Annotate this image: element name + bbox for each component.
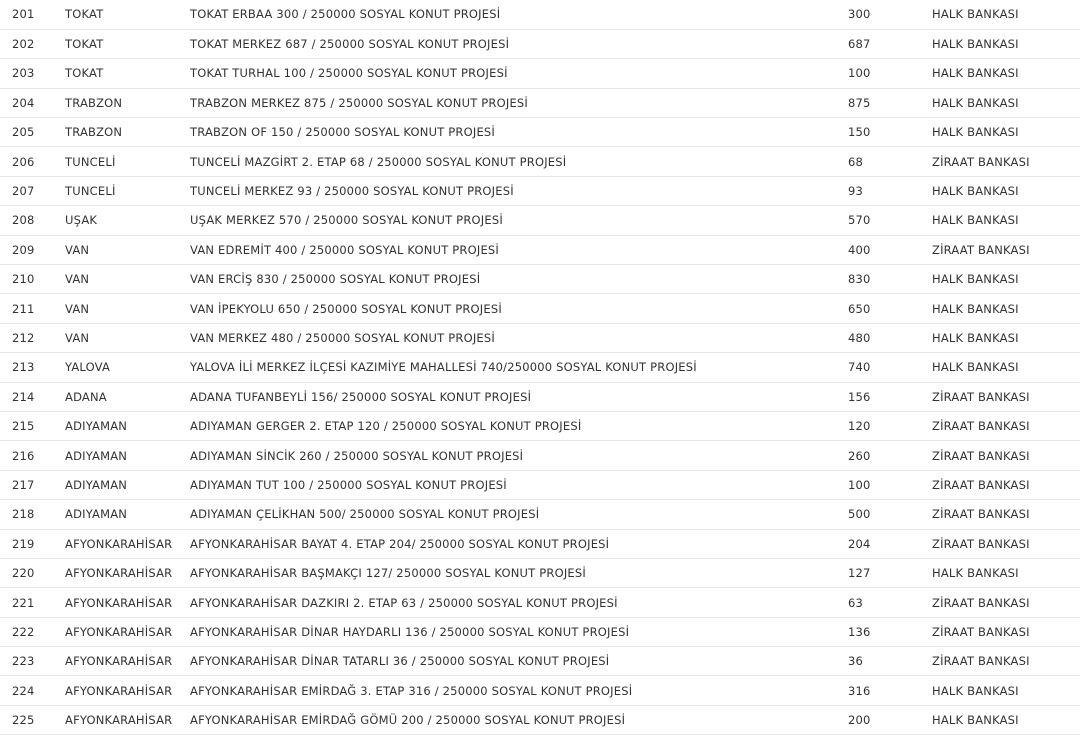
project-name-cell: TOKAT ERBAA 300 / 250000 SOSYAL KONUT PROJESİ [190,7,501,22]
table-row [0,0,1080,29]
row-number: 210 [12,272,35,287]
city-cell: TOKAT [65,66,104,81]
row-number: 206 [12,154,35,169]
city-cell: VAN [65,301,90,316]
city-cell: AFYONKARAHİSAR [65,566,173,581]
table-row [0,176,1080,205]
row-number: 208 [12,213,35,228]
row-number: 214 [12,389,35,404]
project-name-cell: TRABZON MERKEZ 875 / 250000 SOSYAL KONUT PROJESİ [190,95,529,110]
housing-count-cell: 36 [848,654,864,669]
city-cell: ADANA [65,389,107,404]
bank-cell: ZİRAAT BANKASI [932,154,1030,169]
housing-count-cell: 200 [848,713,871,728]
row-number: 203 [12,66,35,81]
project-name-cell: ADANA TUFANBEYLİ 156/ 250000 SOSYAL KONUT PROJESİ [190,389,532,404]
row-number: 220 [12,566,35,581]
city-cell: YALOVA [65,360,111,375]
project-name-cell: AFYONKARAHİSAR BAŞMAKÇI 127/ 250000 SOSYAL KONUT PROJESİ [190,566,586,581]
row-number: 216 [12,448,35,463]
city-cell: TRABZON [65,125,123,140]
table-row [0,529,1080,558]
row-number: 219 [12,536,35,551]
housing-count-cell: 156 [848,389,871,404]
row-number: 222 [12,624,35,639]
city-cell: TRABZON [65,95,123,110]
row-number: 202 [12,37,35,52]
table-row [0,323,1080,352]
housing-count-cell: 687 [848,37,871,52]
bank-cell: HALK BANKASI [932,683,1019,698]
housing-count-cell: 136 [848,624,871,639]
table-row [0,441,1080,470]
bank-cell: ZİRAAT BANKASI [932,477,1030,492]
bank-cell: ZİRAAT BANKASI [932,419,1030,434]
project-name-cell: VAN ERCİŞ 830 / 250000 SOSYAL KONUT PROJESİ [190,272,481,287]
row-number: 223 [12,654,35,669]
bank-cell: HALK BANKASI [932,566,1019,581]
row-number: 224 [12,683,35,698]
table-row [0,676,1080,705]
city-cell: ADIYAMAN [65,477,128,492]
row-number: 212 [12,330,35,345]
city-cell: AFYONKARAHİSAR [65,595,173,610]
housing-count-cell: 204 [848,536,871,551]
table-row [0,500,1080,529]
table-row [0,29,1080,58]
table-row [0,617,1080,646]
row-number: 205 [12,125,35,140]
project-name-cell: VAN İPEKYOLU 650 / 250000 SOSYAL KONUT PROJESİ [190,301,502,316]
bank-cell: HALK BANKASI [932,37,1019,52]
housing-count-cell: 100 [848,477,871,492]
housing-count-cell: 740 [848,360,871,375]
project-name-cell: TUNCELİ MERKEZ 93 / 250000 SOSYAL KONUT PROJESİ [190,184,514,199]
city-cell: TUNCELİ [65,154,116,169]
project-name-cell: ADIYAMAN SİNCİK 260 / 250000 SOSYAL KONUT PROJESİ [190,448,524,463]
row-number: 204 [12,95,35,110]
city-cell: VAN [65,330,90,345]
housing-count-cell: 400 [848,242,871,257]
bank-cell: ZİRAAT BANKASI [932,536,1030,551]
bank-cell: ZİRAAT BANKASI [932,448,1030,463]
city-cell: ADIYAMAN [65,507,128,522]
bank-cell: HALK BANKASI [932,125,1019,140]
housing-count-cell: 300 [848,7,871,22]
housing-count-cell: 150 [848,125,871,140]
project-name-cell: AFYONKARAHİSAR EMİRDAĞ 3. ETAP 316 / 250000 SOSYAL KONUT PROJESİ [190,683,633,698]
bank-cell: HALK BANKASI [932,7,1019,22]
table-row [0,235,1080,264]
project-name-cell: AFYONKARAHİSAR DİNAR HAYDARLI 136 / 250000 SOSYAL KONUT PROJESİ [190,624,630,639]
housing-count-cell: 120 [848,419,871,434]
housing-count-cell: 500 [848,507,871,522]
row-number: 215 [12,419,35,434]
project-name-cell: UŞAK MERKEZ 570 / 250000 SOSYAL KONUT PROJESİ [190,213,503,228]
housing-count-cell: 650 [848,301,871,316]
project-name-cell: ADIYAMAN TUT 100 / 250000 SOSYAL KONUT PROJESİ [190,477,507,492]
project-name-cell: AFYONKARAHİSAR BAYAT 4. ETAP 204/ 250000 SOSYAL KONUT PROJESİ [190,536,610,551]
project-name-cell: ADIYAMAN GERGER 2. ETAP 120 / 250000 SOSYAL KONUT PROJESİ [190,419,582,434]
table-row [0,294,1080,323]
city-cell: AFYONKARAHİSAR [65,624,173,639]
table-row [0,705,1080,734]
housing-count-cell: 316 [848,683,871,698]
city-cell: UŞAK [65,213,98,228]
bank-cell: HALK BANKASI [932,301,1019,316]
bank-cell: ZİRAAT BANKASI [932,507,1030,522]
project-name-cell: TRABZON OF 150 / 250000 SOSYAL KONUT PROJESİ [190,125,496,140]
row-number: 201 [12,7,35,22]
housing-count-cell: 93 [848,184,864,199]
housing-count-cell: 260 [848,448,871,463]
housing-count-cell: 63 [848,595,864,610]
row-number: 217 [12,477,35,492]
housing-count-cell: 875 [848,95,871,110]
housing-count-cell: 830 [848,272,871,287]
bank-cell: ZİRAAT BANKASI [932,654,1030,669]
city-cell: AFYONKARAHİSAR [65,713,173,728]
project-name-cell: TUNCELİ MAZGİRT 2. ETAP 68 / 250000 SOSYAL KONUT PROJESİ [190,154,567,169]
bank-cell: HALK BANKASI [932,272,1019,287]
city-cell: AFYONKARAHİSAR [65,654,173,669]
bank-cell: ZİRAAT BANKASI [932,389,1030,404]
table-row [0,470,1080,499]
row-number: 225 [12,713,35,728]
table-row [0,118,1080,147]
table-row [0,588,1080,617]
table-row [0,382,1080,411]
table-row [0,647,1080,676]
row-number: 207 [12,184,35,199]
bank-cell: HALK BANKASI [932,360,1019,375]
city-cell: ADIYAMAN [65,448,128,463]
table-row [0,265,1080,294]
housing-count-cell: 570 [848,213,871,228]
housing-count-cell: 68 [848,154,864,169]
row-number: 213 [12,360,35,375]
table-row [0,558,1080,587]
city-cell: VAN [65,242,90,257]
project-name-cell: AFYONKARAHİSAR DİNAR TATARLI 36 / 250000 SOSYAL KONUT PROJESİ [190,654,610,669]
project-name-cell: ADIYAMAN ÇELİKHAN 500/ 250000 SOSYAL KONUT PROJESİ [190,507,540,522]
bank-cell: HALK BANKASI [932,330,1019,345]
bank-cell: HALK BANKASI [932,66,1019,81]
project-name-cell: TOKAT MERKEZ 687 / 250000 SOSYAL KONUT PROJESİ [190,37,510,52]
table-row [0,147,1080,176]
row-number: 218 [12,507,35,522]
city-cell: TUNCELİ [65,184,116,199]
project-name-cell: AFYONKARAHİSAR EMİRDAĞ GÖMÜ 200 / 250000 SOSYAL KONUT PROJESİ [190,713,626,728]
table-row [0,411,1080,440]
table-row [0,206,1080,235]
housing-count-cell: 480 [848,330,871,345]
city-cell: ADIYAMAN [65,419,128,434]
project-name-cell: TOKAT TURHAL 100 / 250000 SOSYAL KONUT PROJESİ [190,66,508,81]
project-name-cell: YALOVA İLİ MERKEZ İLÇESİ KAZIMİYE MAHALLESİ 740/250000 SOSYAL KONUT PROJESİ [190,360,697,375]
bank-cell: ZİRAAT BANKASI [932,595,1030,610]
project-name-cell: VAN MERKEZ 480 / 250000 SOSYAL KONUT PROJESİ [190,330,495,345]
housing-count-cell: 100 [848,66,871,81]
city-cell: TOKAT [65,7,104,22]
table-row [0,88,1080,117]
row-number: 221 [12,595,35,610]
bank-cell: HALK BANKASI [932,184,1019,199]
city-cell: TOKAT [65,37,104,52]
bank-cell: HALK BANKASI [932,213,1019,228]
bank-cell: HALK BANKASI [932,95,1019,110]
table-row [0,59,1080,88]
table-row [0,353,1080,382]
bank-cell: ZİRAAT BANKASI [932,624,1030,639]
project-name-cell: AFYONKARAHİSAR DAZKIRI 2. ETAP 63 / 250000 SOSYAL KONUT PROJESİ [190,595,618,610]
housing-count-cell: 127 [848,566,871,581]
bank-cell: HALK BANKASI [932,713,1019,728]
city-cell: AFYONKARAHİSAR [65,536,173,551]
row-number: 211 [12,301,35,316]
bank-cell: ZİRAAT BANKASI [932,242,1030,257]
city-cell: AFYONKARAHİSAR [65,683,173,698]
project-name-cell: VAN EDREMİT 400 / 250000 SOSYAL KONUT PROJESİ [190,242,500,257]
city-cell: VAN [65,272,90,287]
row-number: 209 [12,242,35,257]
